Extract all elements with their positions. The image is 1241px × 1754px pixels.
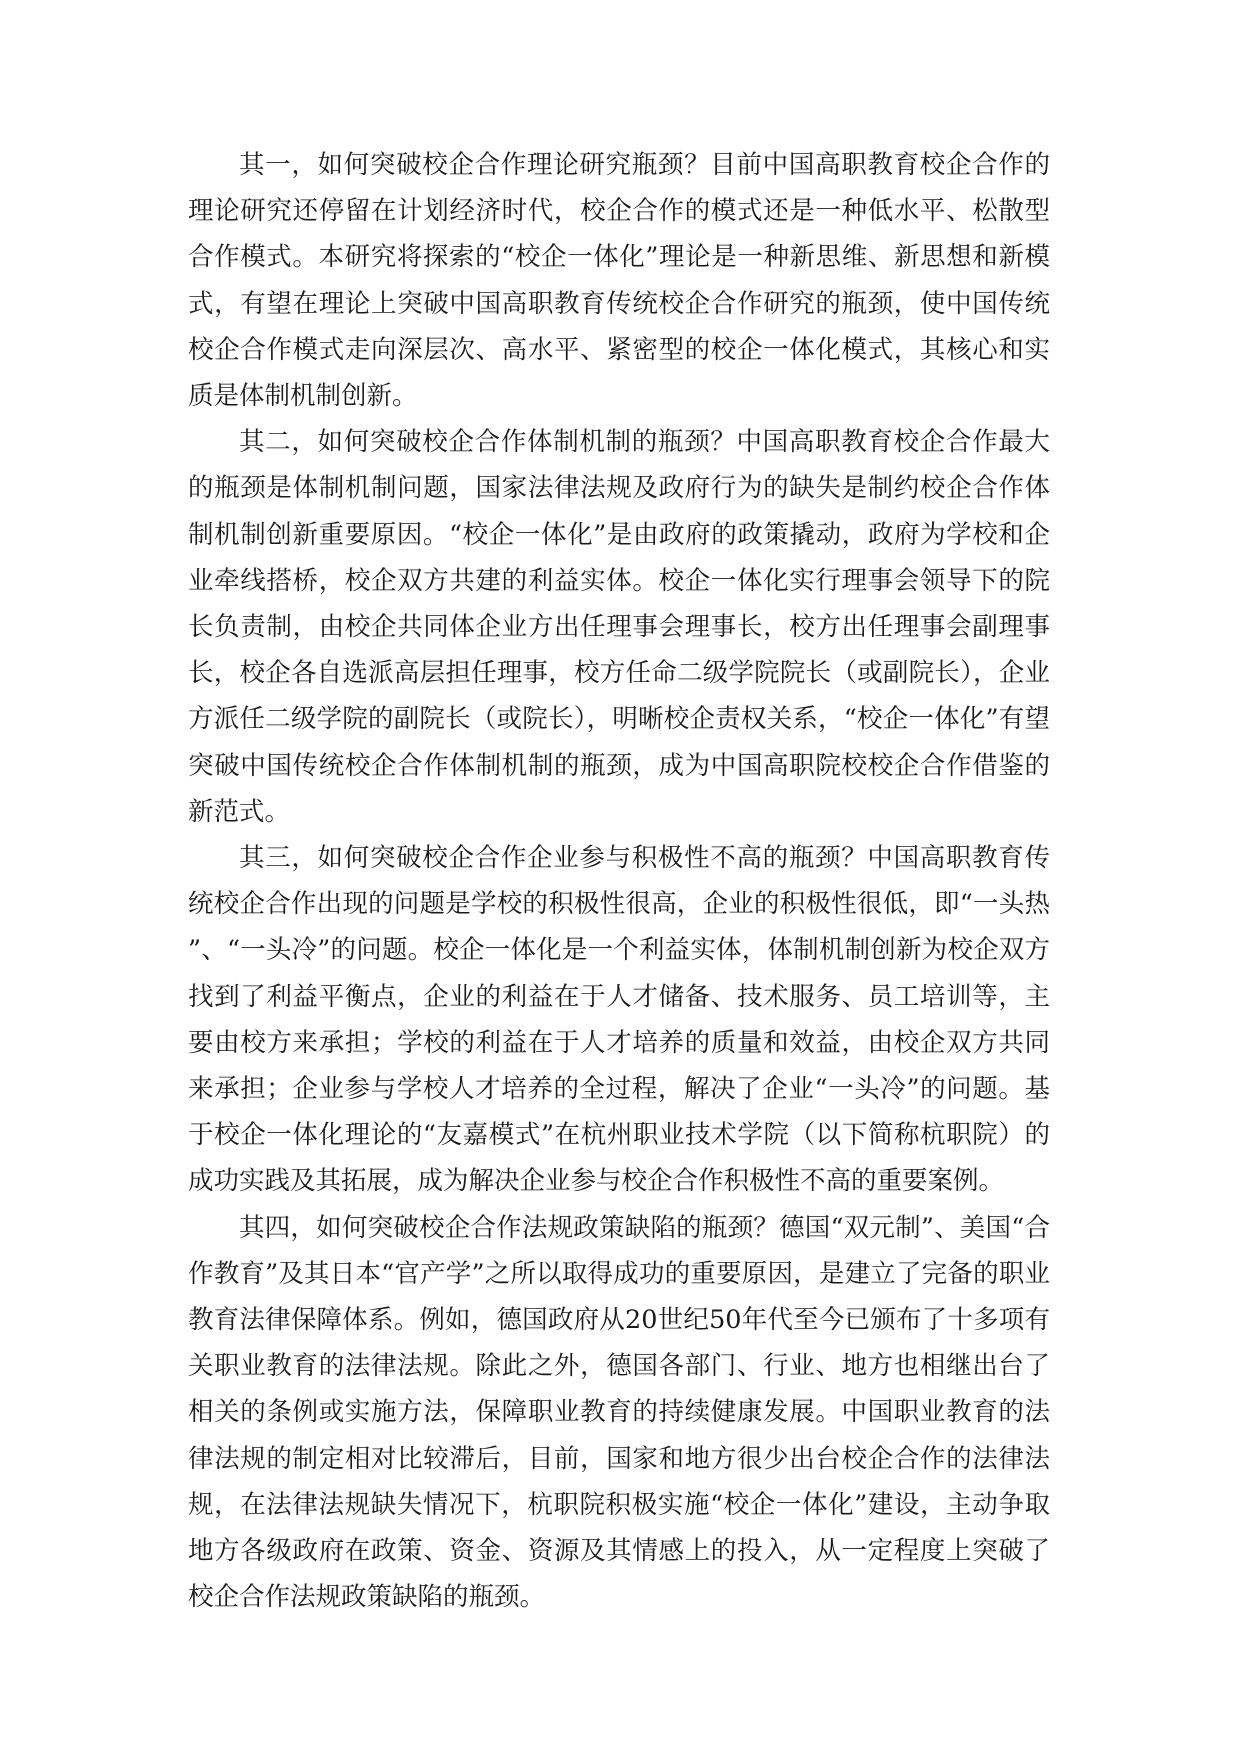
paragraph-2: 其二，如何突破校企合作体制机制的瓶颈？中国高职教育校企合作最大的瓶颈是体制机制问题，国家法律法规及政府行为的缺失是制约校企合作体制机制创新重要原因。“校企一体化”是由政府的政策撬动，政府为学校和企业牵线搭桥，校企双方共建的利益实体。校企一体化实行理事会领导下的院长负责制，由校企共同体企业方出任理事会理事长，校方出任理事会副理事长，校企各自选派高层担任理事，校方任命二级学院院长（或副院长），企业方派任二级学院的副院长（或院长），明晰校企责权关系，“校企一体化”有望突破中国传统校企合作体制机制的瓶颈，成为中国高职院校校企合作借鉴的新范式。 [188,427,1050,827]
document-body [188,142,1050,1621]
paragraph-3: 其三，如何突破校企合作企业参与积极性不高的瓶颈？中国高职教育传统校企合作出现的问题是学校的积极性很高，企业的积极性很低，即“一头热”、“一头冷”的问题。校企一体化是一个利益实体，体制机制创新为校企双方找到了利益平衡点，企业的利益在于人才储备、技术服务、员工培训等，主要由校方来承担；学校的利益在于人才培养的质量和效益，由校企双方共同来承担；企业参与学校人才培养的全过程，解决了企业“一头冷”的问题。基于校企一体化理论的“友嘉模式”在杭州职业技术学院（以下简称杭职院）的成功实践及其拓展，成为解决企业参与校企合作积极性不高的重要案例。 [188,843,1050,1197]
paragraph-4: 其四，如何突破校企合作法规政策缺陷的瓶颈？德国“双元制”、美国“合作教育”及其日本“官产学”之所以取得成功的重要原因，是建立了完备的职业教育法律保障体系。例如，德国政府从20世纪50年代至今已颁布了十多项有关职业教育的法律法规。除此之外，德国各部门、行业、地方也相继出台了相关的条例或实施方法，保障职业教育的持续健康发展。中国职业教育的法律法规的制定相对比较滞后，目前，国家和地方很少出台校企合作的法律法规，在法律法规缺失情况下，杭职院积极实施“校企一体化”建设，主动争取地方各级政府在政策、资金、资源及其情感上的投入，从一定程度上突破了校企合作法规政策缺陷的瓶颈。 [188,1212,1050,1613]
paragraph-1: 其一，如何突破校企合作理论研究瓶颈？目前中国高职教育校企合作的理论研究还停留在计划经济时代，校企合作的模式还是一种低水平、松散型合作模式。本研究将探索的“校企一体化”理论是一种新思维、新思想和新模式，有望在理论上突破中国高职教育传统校企合作研究的瓶颈，使中国传统校企合作模式走向深层次、高水平、紧密型的校企一体化模式，其核心和实质是体制机制创新。 [188,150,1050,412]
